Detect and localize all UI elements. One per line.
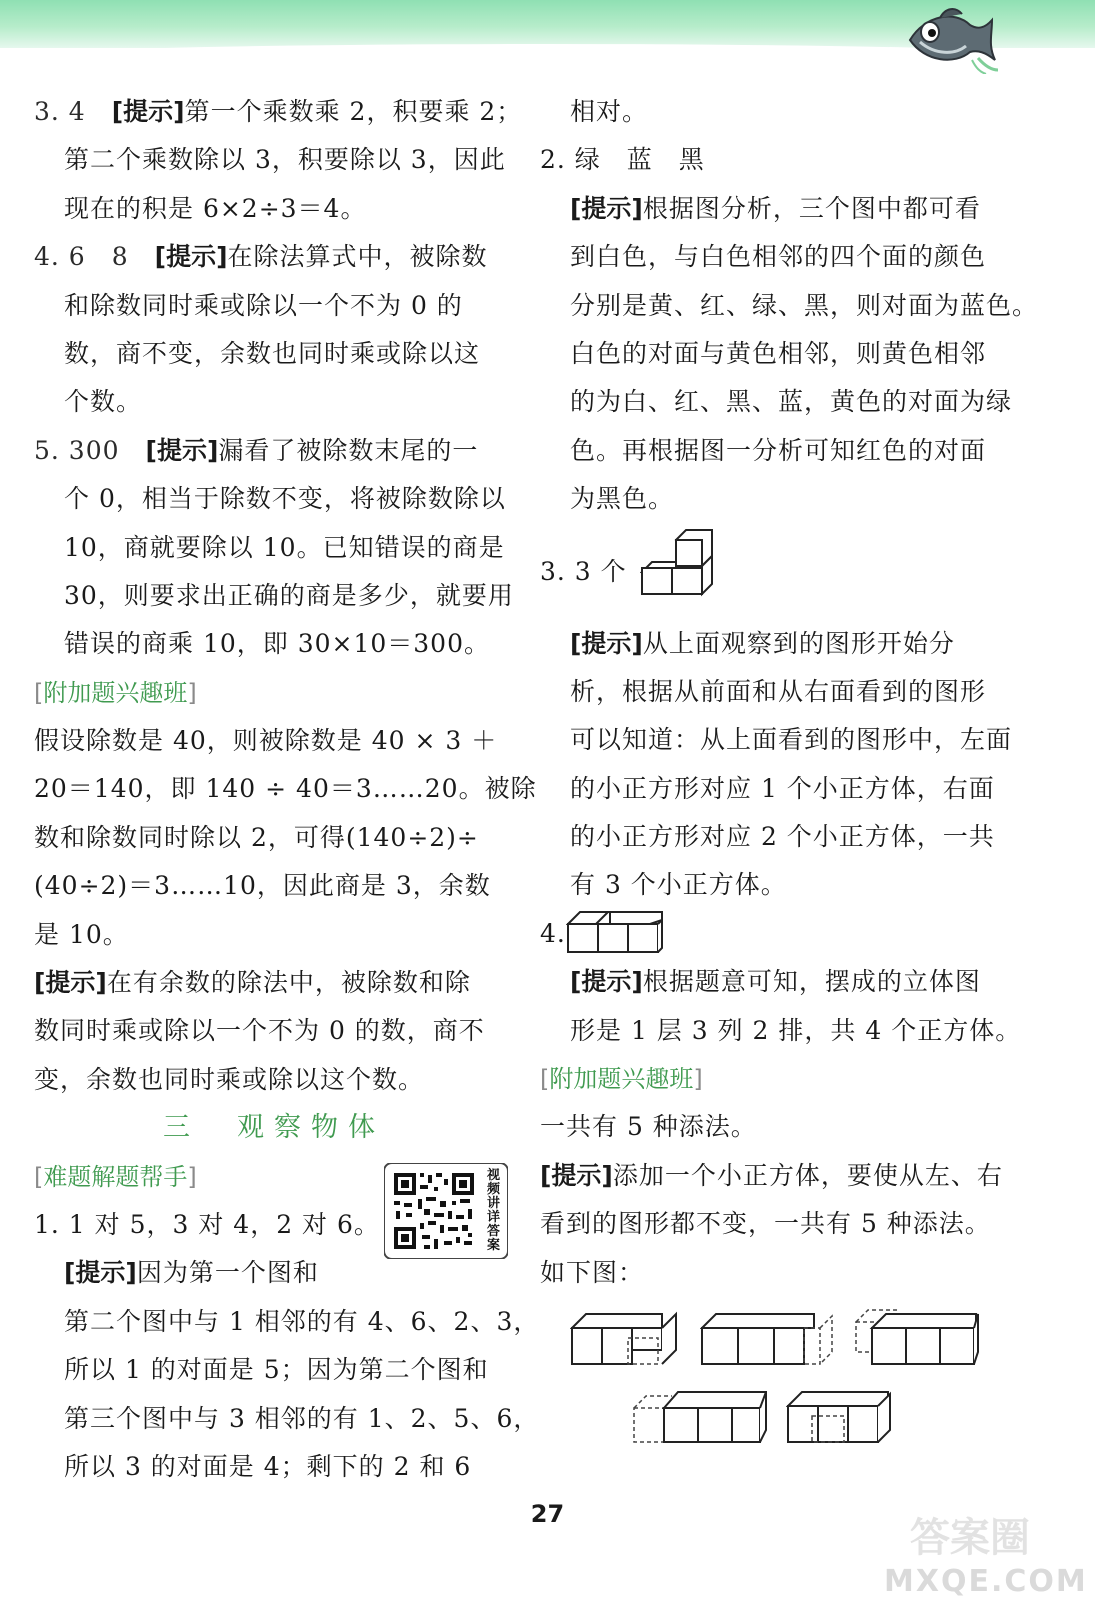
question-number: 3. 4 bbox=[34, 97, 86, 126]
hint-line bbox=[34, 233, 514, 281]
section-label bbox=[34, 1153, 197, 1201]
text-line: 第三个图中与 3 相邻的有 1、2、5、6， bbox=[64, 1403, 540, 1433]
text-line: 到白色，与白色相邻的四个面的颜色 bbox=[570, 242, 987, 272]
addition-figure-2 bbox=[700, 1308, 836, 1368]
hint-line bbox=[540, 1152, 1020, 1200]
answer-text: 3. 3 个 bbox=[540, 556, 627, 586]
text-line: 假设除数是 40，则被除数是 40 × 3 ＋ bbox=[34, 726, 498, 756]
bracket-close: ] bbox=[693, 1065, 703, 1094]
hint-line bbox=[540, 620, 1020, 668]
text-line: 所以 1 的对面是 5；因为第二个图和 bbox=[64, 1355, 489, 1385]
text-line: 数同时乘或除以一个不为 0 的数，商不 bbox=[34, 1016, 485, 1046]
page-number: 27 bbox=[530, 1500, 565, 1528]
addition-figure-3 bbox=[852, 1308, 982, 1368]
right-column bbox=[540, 88, 1039, 1297]
hint-text: 第一个乘数乘 2，积要乘 2； bbox=[184, 97, 523, 126]
hint-text: 根据图分析，三个图中都可看 bbox=[642, 193, 981, 223]
text-line: 个 0，相当于除数不变，将被除数除以 bbox=[64, 484, 506, 514]
watermark-logo bbox=[880, 1505, 1090, 1597]
section-label-text: 附加题兴趣班 bbox=[549, 1065, 694, 1094]
hint-tag: [提示] bbox=[570, 967, 643, 997]
top-view-figure-3 bbox=[640, 528, 714, 598]
hint-tag: [提示] bbox=[145, 435, 219, 465]
text-line: 和除数同时乘或除以一个不为 0 的 bbox=[64, 290, 463, 320]
text-line: 数，商不变，余数也同时乘或除以这 bbox=[64, 338, 481, 368]
section-label bbox=[540, 1055, 703, 1103]
section-tag bbox=[540, 1055, 1020, 1103]
section-label-text: 附加题兴趣班 bbox=[43, 678, 188, 707]
qr-code-icon bbox=[384, 1163, 508, 1259]
text-line: 分别是黄、红、绿、黑，则对面为蓝色。 bbox=[570, 290, 1039, 320]
hint-line bbox=[540, 958, 1020, 1006]
section-tag bbox=[34, 669, 514, 717]
text-line: 如下图： bbox=[540, 1257, 645, 1287]
hint-tag: [提示] bbox=[540, 1160, 613, 1190]
watermark-url: MXQE.COM bbox=[884, 1564, 1088, 1597]
hint-tag: [提示] bbox=[154, 242, 228, 272]
text-line: 有 3 个小正方体。 bbox=[570, 870, 787, 900]
text-line: 为黑色。 bbox=[570, 484, 675, 514]
watermark-cn: 答案圈 bbox=[910, 1515, 1030, 1561]
figure-answer-line bbox=[540, 524, 1020, 620]
bracket-close: ] bbox=[187, 1162, 197, 1191]
text-line: 个数。 bbox=[64, 387, 143, 417]
text-line: 可以知道：从上面看到的图形中，左面 bbox=[570, 725, 1013, 755]
text-line: 30，则要求出正确的商是多少，就要用 bbox=[64, 580, 514, 610]
text-line: 的为白、红、黑、蓝，黄色的对面为绿 bbox=[570, 387, 1013, 417]
bracket-open: [ bbox=[540, 1065, 550, 1094]
text-line: 看到的图形都不变，一共有 5 种添法。 bbox=[540, 1209, 991, 1239]
bracket-open: [ bbox=[34, 1162, 44, 1191]
section-label bbox=[34, 669, 197, 717]
hint-line bbox=[34, 959, 514, 1007]
bracket-close: ] bbox=[187, 678, 197, 707]
text-line: 的小正方形对应 2 个小正方体，一共 bbox=[570, 822, 995, 852]
question-number: 5. 300 bbox=[34, 435, 120, 465]
addition-figure-1 bbox=[570, 1308, 680, 1368]
hint-text: 因为第一个图和 bbox=[136, 1258, 319, 1288]
text-line: 所以 3 的对面是 4；剩下的 2 和 6 bbox=[64, 1451, 472, 1481]
section-label-text: 难题解题帮手 bbox=[43, 1162, 188, 1191]
text-line: 10，商就要除以 10。已知错误的商是 bbox=[64, 532, 505, 562]
text-line: 数和除数同时除以 2，可得(140÷2)÷ bbox=[34, 822, 479, 852]
question-number: 4. 6 8 bbox=[34, 242, 129, 272]
hint-text: 在有余数的除法中，被除数和除 bbox=[106, 968, 471, 998]
addition-figure-5 bbox=[786, 1386, 896, 1446]
text-line: 2. 绿 蓝 黑 bbox=[540, 145, 705, 175]
hint-text: 添加一个小正方体，要使从左、右 bbox=[612, 1160, 1003, 1190]
bracket-open: [ bbox=[34, 678, 44, 707]
svg-text:视频讲详答案: 视频讲详答案 bbox=[487, 1168, 501, 1253]
hint-text: 从上面观察到的图形开始分 bbox=[642, 628, 955, 658]
text-line: 第二个乘数除以 3，积要除以 3，因此 bbox=[64, 145, 506, 175]
addition-figure-4 bbox=[632, 1386, 772, 1446]
text-line: 白色的对面与黄色相邻，则黄色相邻 bbox=[570, 338, 987, 368]
fish-mascot-icon bbox=[900, 0, 1000, 74]
hint-text: 根据题意可知，摆成的立体图 bbox=[642, 967, 981, 997]
text-line: 的小正方形对应 1 个小正方体，右面 bbox=[570, 773, 995, 803]
hint-tag: [提示] bbox=[570, 193, 643, 223]
text-line: 相对。 bbox=[570, 97, 649, 126]
text-line: 错误的商乘 10，即 30×10＝300。 bbox=[64, 629, 490, 659]
text-line: 1. 1 对 5，3 对 4，2 对 6。 bbox=[34, 1209, 380, 1239]
hint-text: 漏看了被除数末尾的一 bbox=[218, 435, 479, 465]
text-line: 是 10。 bbox=[34, 919, 129, 949]
hint-tag: [提示] bbox=[570, 628, 643, 658]
text-line: 变，余数也同时乘或除以这个数。 bbox=[34, 1064, 425, 1094]
hint-line bbox=[34, 427, 514, 475]
hint-tag: [提示] bbox=[34, 968, 107, 998]
hint-tag: [提示] bbox=[111, 97, 185, 126]
text-line: 形是 1 层 3 列 2 排，共 4 个正方体。 bbox=[570, 1015, 1022, 1045]
answer-text: 4. bbox=[540, 918, 566, 948]
text-line: 析，根据从前面和从右面看到的图形 bbox=[570, 676, 987, 706]
hint-tag: [提示] bbox=[64, 1258, 137, 1288]
text-line: 色。再根据图一分析可知红色的对面 bbox=[570, 435, 987, 465]
text-line: 一共有 5 种添法。 bbox=[540, 1112, 757, 1142]
hint-text: 在除法算式中，被除数 bbox=[227, 242, 488, 272]
hint-line bbox=[540, 185, 1020, 233]
text-line: 现在的积是 6×2÷3＝4。 bbox=[64, 193, 367, 223]
left-column bbox=[34, 88, 540, 1491]
hint-line bbox=[34, 88, 523, 136]
text-line: 20＝140，即 140 ÷ 40＝3……20。被除 bbox=[34, 774, 537, 804]
text-line: 第二个图中与 1 相邻的有 4、6、2、3， bbox=[64, 1306, 540, 1336]
solid-figure-4 bbox=[566, 908, 666, 954]
text-line: (40÷2)＝3……10，因此商是 3，余数 bbox=[34, 871, 491, 901]
chapter-title: 三 观察物体 bbox=[163, 1112, 385, 1144]
